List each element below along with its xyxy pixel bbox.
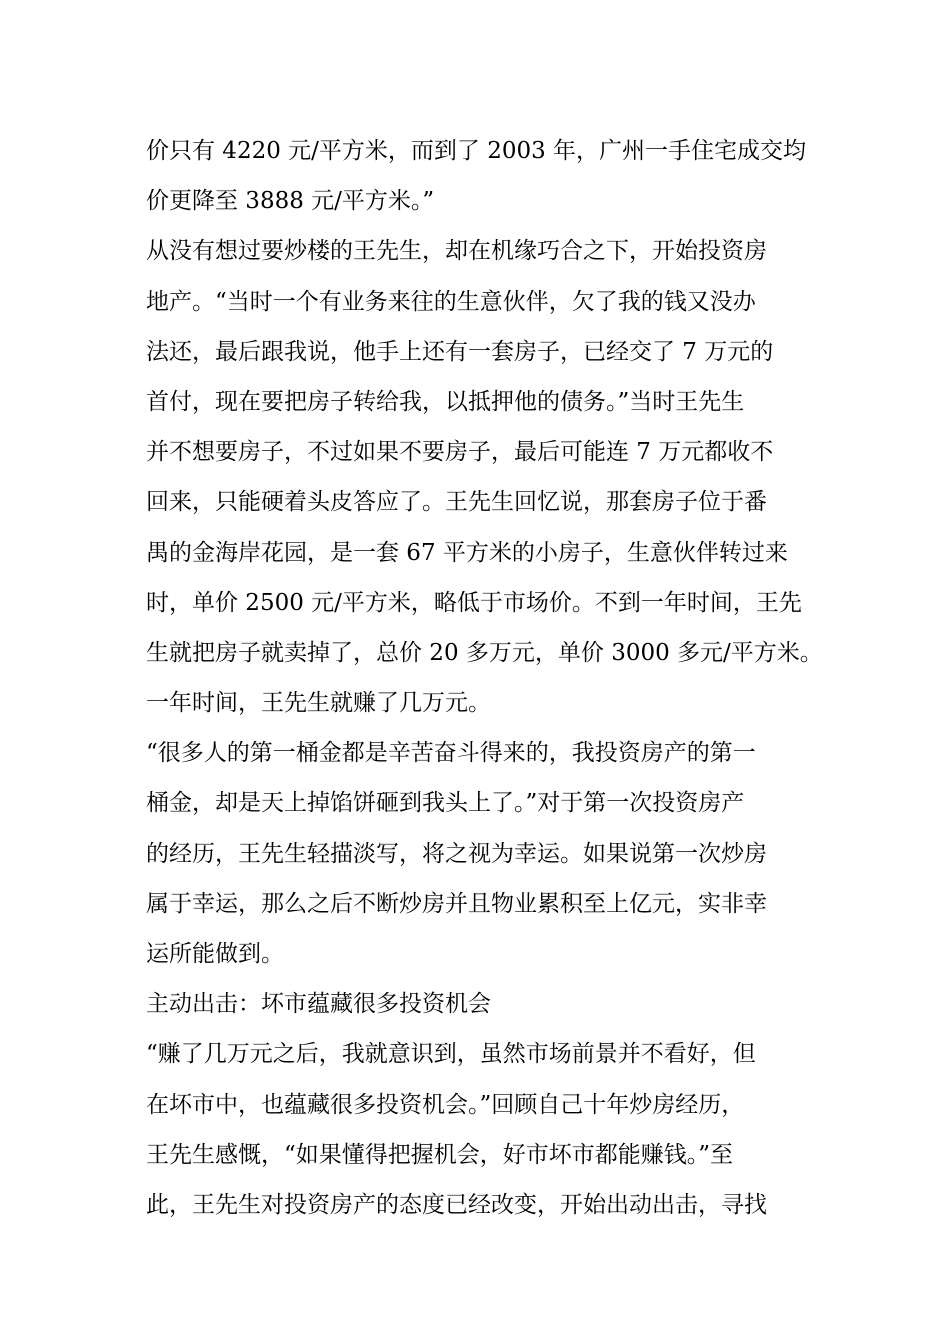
text-line: 价只有 4220 元/平方米，而到了 2003 年，广州一手住宅成交均 bbox=[146, 138, 807, 164]
text-line: 的经历，王先生轻描淡写，将之视为幸运。如果说第一次炒房 bbox=[146, 840, 767, 867]
article-body bbox=[146, 126, 823, 1230]
text-line: 属于幸运，那么之后不断炒房并且物业累积至上亿元，实非幸 bbox=[146, 890, 767, 917]
text-line: 时，单价 2500 元/平方米，略低于市场价。不到一年时间，王先 bbox=[146, 589, 802, 616]
text-line: 回来，只能硬着头皮答应了。王先生回忆说，那套房子位于番 bbox=[146, 489, 767, 516]
text-line: 法还，最后跟我说，他手上还有一套房子，已经交了 7 万元的 bbox=[146, 338, 774, 365]
text-line: 在坏市中，也蕴藏很多投资机会。”回顾自己十年炒房经历， bbox=[146, 1091, 745, 1118]
text-line: 从没有想过要炒楼的王先生，却在机缘巧合之下，开始投资房 bbox=[146, 238, 767, 265]
text-line: 地产。“当时一个有业务来往的生意伙伴，欠了我的钱又没办 bbox=[146, 288, 756, 315]
text-line: 禺的金海岸花园，是一套 67 平方米的小房子，生意伙伴转过来 bbox=[146, 539, 788, 566]
text-line: 并不想要房子，不过如果不要房子，最后可能连 7 万元都收不 bbox=[146, 439, 774, 466]
text-line: 价更降至 3888 元/平方米。” bbox=[146, 188, 435, 215]
text-line: 一年时间，王先生就赚了几万元。 bbox=[146, 690, 491, 717]
text-line: 王先生感慨，“如果懂得把握机会，好市坏市都能赚钱。”至 bbox=[146, 1141, 734, 1168]
text-line: “赚了几万元之后，我就意识到，虽然市场前景并不看好，但 bbox=[146, 1041, 756, 1068]
text-line: 生就把房子就卖掉了，总价 20 多万元，单价 3000 多元/平方米。 bbox=[146, 639, 823, 666]
text-line: 运所能做到。 bbox=[146, 941, 284, 967]
text-line: 桶金，却是天上掉馅饼砸到我头上了。”对于第一次投资房产 bbox=[146, 790, 745, 817]
text-line: “很多人的第一桶金都是辛苦奋斗得来的，我投资房产的第一 bbox=[146, 740, 756, 767]
text-line: 此，王先生对投资房产的态度已经改变，开始出动出击，寻找 bbox=[146, 1191, 767, 1218]
section-heading: 主动出击：坏市蕴藏很多投资机会 bbox=[146, 991, 491, 1018]
text-line: 首付，现在要把房子转给我，以抵押他的债务。”当时王先生 bbox=[146, 388, 745, 415]
